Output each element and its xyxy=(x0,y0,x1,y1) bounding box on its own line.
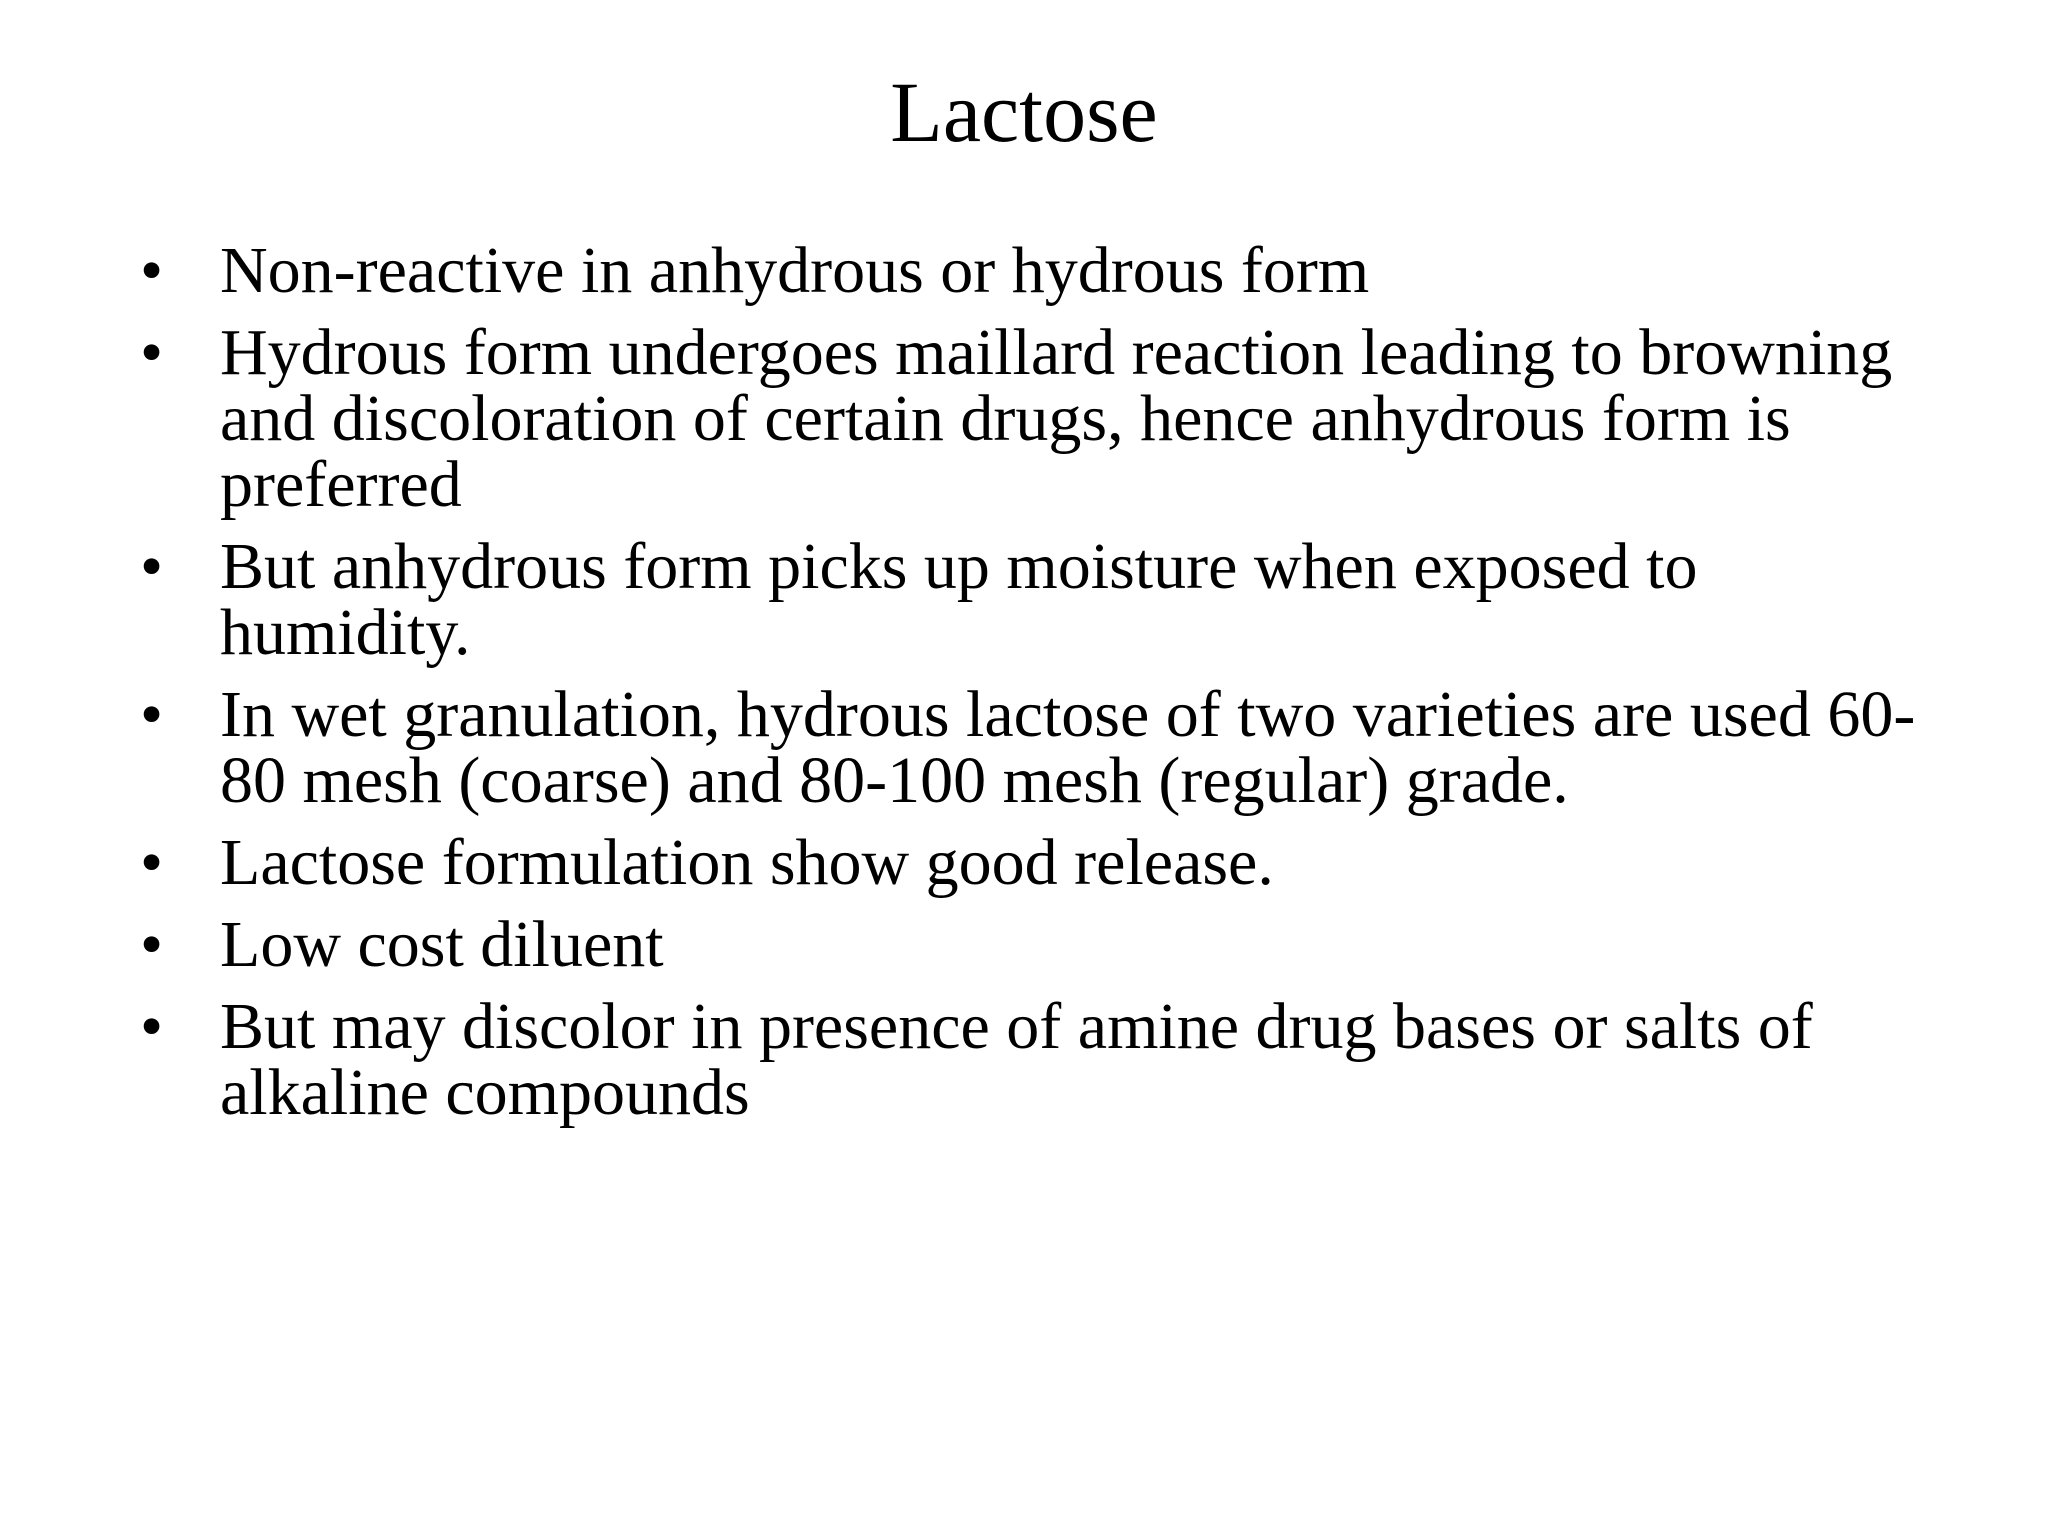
slide-title: Lactose xyxy=(890,64,1158,160)
bullet-text: Lactose formulation show good release. xyxy=(220,826,1274,899)
list-item xyxy=(140,990,1940,1129)
bullet-icon: • xyxy=(140,530,164,603)
list-item xyxy=(140,530,1940,669)
list-item xyxy=(140,234,1940,307)
bullet-icon: • xyxy=(140,826,164,899)
bullet-list xyxy=(140,234,1940,1142)
list-item xyxy=(140,908,1940,981)
list-item xyxy=(140,826,1940,899)
bullet-icon: • xyxy=(140,316,164,389)
bullet-text: But may discolor in presence of amine drug bases or salts of alkaline compounds xyxy=(220,990,1813,1129)
bullet-text: Low cost diluent xyxy=(220,908,664,981)
bullet-text: Hydrous form undergoes maillard reaction leading to browning and discoloration of certain drugs, hence anhydrous form is preferred xyxy=(220,316,1893,521)
bullet-icon: • xyxy=(140,908,164,981)
bullet-icon: • xyxy=(140,234,164,307)
bullet-icon: • xyxy=(140,990,164,1063)
bullet-icon: • xyxy=(140,678,164,751)
bullet-text: But anhydrous form picks up moisture when exposed to humidity. xyxy=(220,530,1698,669)
list-item xyxy=(140,678,1940,817)
bullet-text: In wet granulation, hydrous lactose of two varieties are used 60-80 mesh (coarse) and 80-100 mesh (regular) grade. xyxy=(220,678,1916,817)
list-item xyxy=(140,316,1940,521)
bullet-text: Non-reactive in anhydrous or hydrous form xyxy=(220,234,1370,307)
